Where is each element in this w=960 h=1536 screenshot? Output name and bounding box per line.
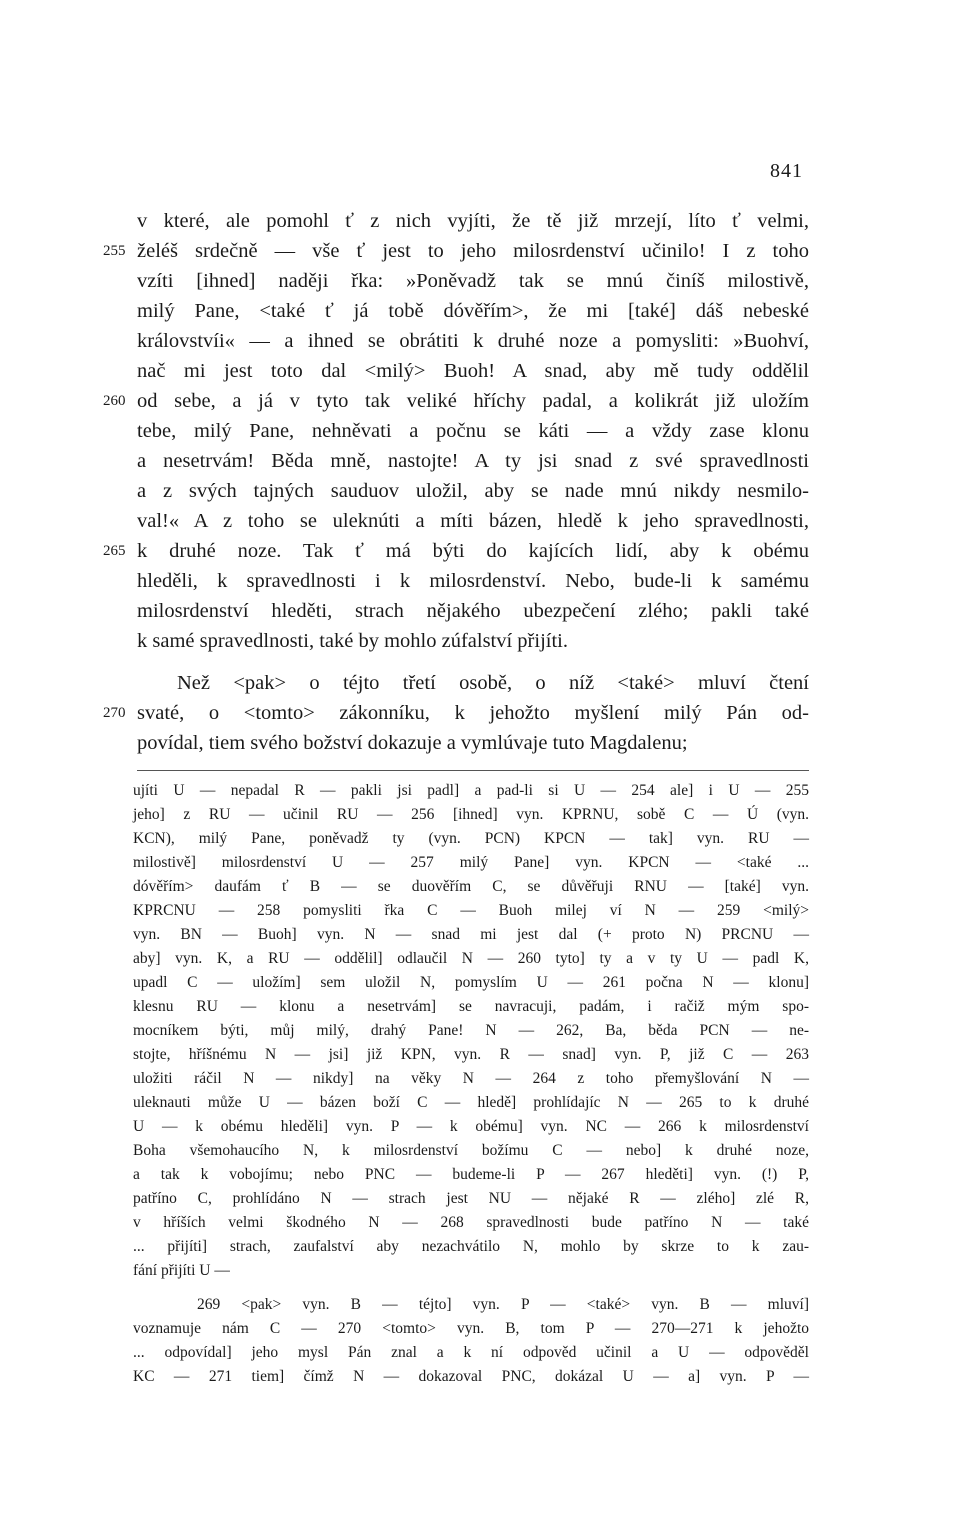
footnote-divider	[137, 770, 809, 771]
apparatus-line: aby] vyn. K, a RU — oddělil] odlaučil N — 260 tyto] ty a v ty U — padl K,	[133, 950, 809, 967]
text-line: hleděli, k spravedlnosti i k milosrdenství. Nebo, bude-li k samému	[137, 570, 809, 592]
apparatus-line: a tak k vobojímu; nebo PNC — budeme-li P — 267 hleděti] vyn. (!) P,	[133, 1166, 809, 1183]
apparatus-line: fání přijíti U —	[133, 1262, 230, 1279]
apparatus-line: KPRCNU — 258 pomysliti řka C — Buoh milej ví N — 259 <milý>	[133, 902, 809, 919]
text-line: povídal, tiem svého božství dokazuje a vymlúvaje tuto Magdalenu;	[137, 732, 688, 754]
apparatus-line: ... odpovídal] jeho mysl Pán znal a k ní odpověd učinil a U — odpověděl	[133, 1344, 809, 1361]
line-number: 255	[103, 243, 126, 259]
apparatus-line: v hříších velmi škodného N — 268 spravedlnosti bude patříno N — také	[133, 1214, 809, 1231]
apparatus-line: upadl C — uložím] sem uložil N, pomyslím U — 261 počna N — klonu]	[133, 974, 809, 991]
apparatus-line: dóvěřím> daufám ť B — se duověřím C, se důvěřuji RNU — [také] vyn.	[133, 878, 809, 895]
apparatus-line: klesnu RU — klonu a nesetrvám] se navracuji, padám, i račiž mým spo-	[133, 998, 809, 1015]
text-line: nač mi jest toto dal <milý> Buoh! A snad, aby mě tudy oddělil	[137, 360, 809, 382]
text-line: královstvíi« — a ihned se obrátiti k druhé noze a pomysliti: »Buohví,	[137, 330, 809, 352]
text-line: od sebe, a já v tyto tak veliké hříchy padal, a kolikrát již uložím	[137, 390, 809, 412]
text-line: v které, ale pomohl ť z nich vyjíti, že tě již mrzejí, líto ť velmi,	[137, 210, 809, 232]
text-line: a z svých tajných sauduov uložil, aby se nade mnú nikdy nesmilo-	[137, 480, 809, 502]
line-number: 265	[103, 543, 126, 559]
apparatus-line: U — k obému hleděli] vyn. P — k obému] vyn. NC — 266 k milosrdenství	[133, 1118, 809, 1135]
text-line: k samé spravedlnosti, také by mohlo zúfalství přijíti.	[137, 630, 568, 652]
text-line: tebe, milý Pane, nehněvati a počnu se káti — a vždy zase klonu	[137, 420, 809, 442]
text-line: želéš srdečně — vše ť jest to jeho milosrdenství učinilo! I z toho	[137, 240, 809, 262]
apparatus-line: mocníkem býti, můj milý, drahý Pane! N — 262, Ba, běda PCN — ne-	[133, 1022, 809, 1039]
apparatus-line: 269 <pak> vyn. B — téjto] vyn. P — <také> vyn. B — mluví]	[197, 1296, 809, 1313]
apparatus-line: KC — 271 tiem] čímž N — dokazoval PNC, dokázal U — a] vyn. P —	[133, 1368, 809, 1385]
text-line: Než <pak> o téjto třetí osobě, o níž <také> mluví čtení	[177, 672, 809, 694]
apparatus-line: Boha všemohaucího N, k milosrdenství božímu C — nebo] k druhé noze,	[133, 1142, 809, 1159]
apparatus-line: stojte, hříšnému N — jsi] již KPN, vyn. R — snad] vyn. P, již C — 263	[133, 1046, 809, 1063]
apparatus-line: milostivě] milosrdenství U — 257 milý Pane] vyn. KPCN — <také ...	[133, 854, 809, 871]
apparatus-line: ... přijíti] strach, zaufalství aby nezachvátilo N, mohlo by skrze to k zau-	[133, 1238, 809, 1255]
apparatus-line: ujíti U — nepadal R — pakli jsi padl] a pad-li si U — 254 ale] i U — 255	[133, 782, 809, 799]
apparatus-line: uleknauti může U — bázen boží C — hledě] prohlídajíc N — 265 to k druhé	[133, 1094, 809, 1111]
line-number: 260	[103, 393, 126, 409]
text-line: a nesetrvám! Běda mně, nastojte! A ty jsi snad z své spravedlnosti	[137, 450, 809, 472]
text-line: val!« A z toho se uleknúti a míti bázen, hledě k jeho spravedlnosti,	[137, 510, 809, 532]
apparatus-line: KCN), milý Pane, poněvadž ty (vyn. PCN) KPCN — tak] vyn. RU —	[133, 830, 809, 847]
page-number: 841	[770, 160, 803, 182]
apparatus-line: jeho] z RU — učinil RU — 256 [ihned] vyn. KPRNU, sobě C — Ú (vyn.	[133, 806, 809, 823]
apparatus-line: voznamuje nám C — 270 <tomto> vyn. B, tom P — 270—271 k jehožto	[133, 1320, 809, 1337]
apparatus-line: uložiti ráčil N — nikdy] na věky N — 264 z toho přemyšlování N —	[133, 1070, 809, 1087]
apparatus-line: patříno C, prohlídáno N — strach jest NU — nějaké R — zlého] zlé R,	[133, 1190, 809, 1207]
apparatus-line: vyn. BN — Buoh] vyn. N — snad mi jest dal (+ proto N) PRCNU —	[133, 926, 809, 943]
text-line: k druhé noze. Tak ť má býti do kajících lidí, aby k obému	[137, 540, 809, 562]
text-line: milý Pane, <také ť já tobě dóvěřím>, že mi [také] dáš nebeské	[137, 300, 809, 322]
line-number: 270	[103, 705, 126, 721]
text-line: milosrdenství hleděti, strach nějakého ubezpečení zlého; pakli také	[137, 600, 809, 622]
text-line: vzíti [ihned] naději řka: »Poněvadž tak se mnú činíš milostivě,	[137, 270, 809, 292]
text-line: svaté, o <tomto> zákonníku, k jehožto myšlení milý Pán od-	[137, 702, 809, 724]
